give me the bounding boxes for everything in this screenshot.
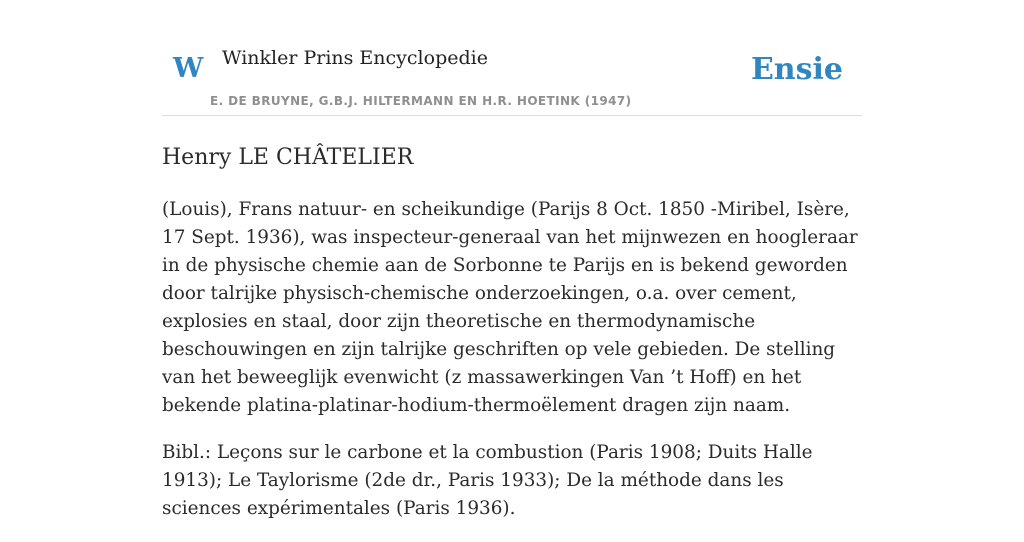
article-paragraph: (Louis), Frans natuur- en scheikundige (Parijs 8 Oct. 1850 -Miribel, Isère, 17 Sept. 1936), was inspecteur-generaal van het mijnwezen en hoogleraar in de physische chemie aan de Sorbonne te Parijs en is bekend geworden door talrijke physisch-chemische onderzoekingen, o.a. over cement, explosies en staal, door zijn theoretische en thermodynamische beschouwingen en zijn talrijke geschriften op vele gebieden. De stelling van het beweeglijk evenwicht (z massawerkingen Van ’t Hoff) en het bekende platina-platinar-hodium-thermoëlement dragen zijn naam. [162, 199, 858, 416]
source-authors: E. DE BRUYNE, G.B.J. HILTERMANN EN H.R. HOETINK (1947) [210, 94, 632, 108]
ensie-logo-link[interactable]: Ensie [750, 52, 843, 87]
article-title: Henry LE CHÂTELIER [162, 145, 414, 170]
article-body [162, 196, 862, 523]
source-header [162, 0, 862, 116]
bibliography-paragraph: Bibl.: Leçons sur le carbone et la combustion (Paris 1908; Duits Halle 1913); Le Taylorisme (2de dr., Paris 1933); De la méthode dans les sciences expérimentales (Paris 1936). [162, 442, 813, 519]
source-title[interactable]: Winkler Prins Encyclopedie [222, 47, 488, 69]
winkler-prins-logo[interactable]: W [173, 53, 204, 84]
article-page [162, 0, 862, 542]
